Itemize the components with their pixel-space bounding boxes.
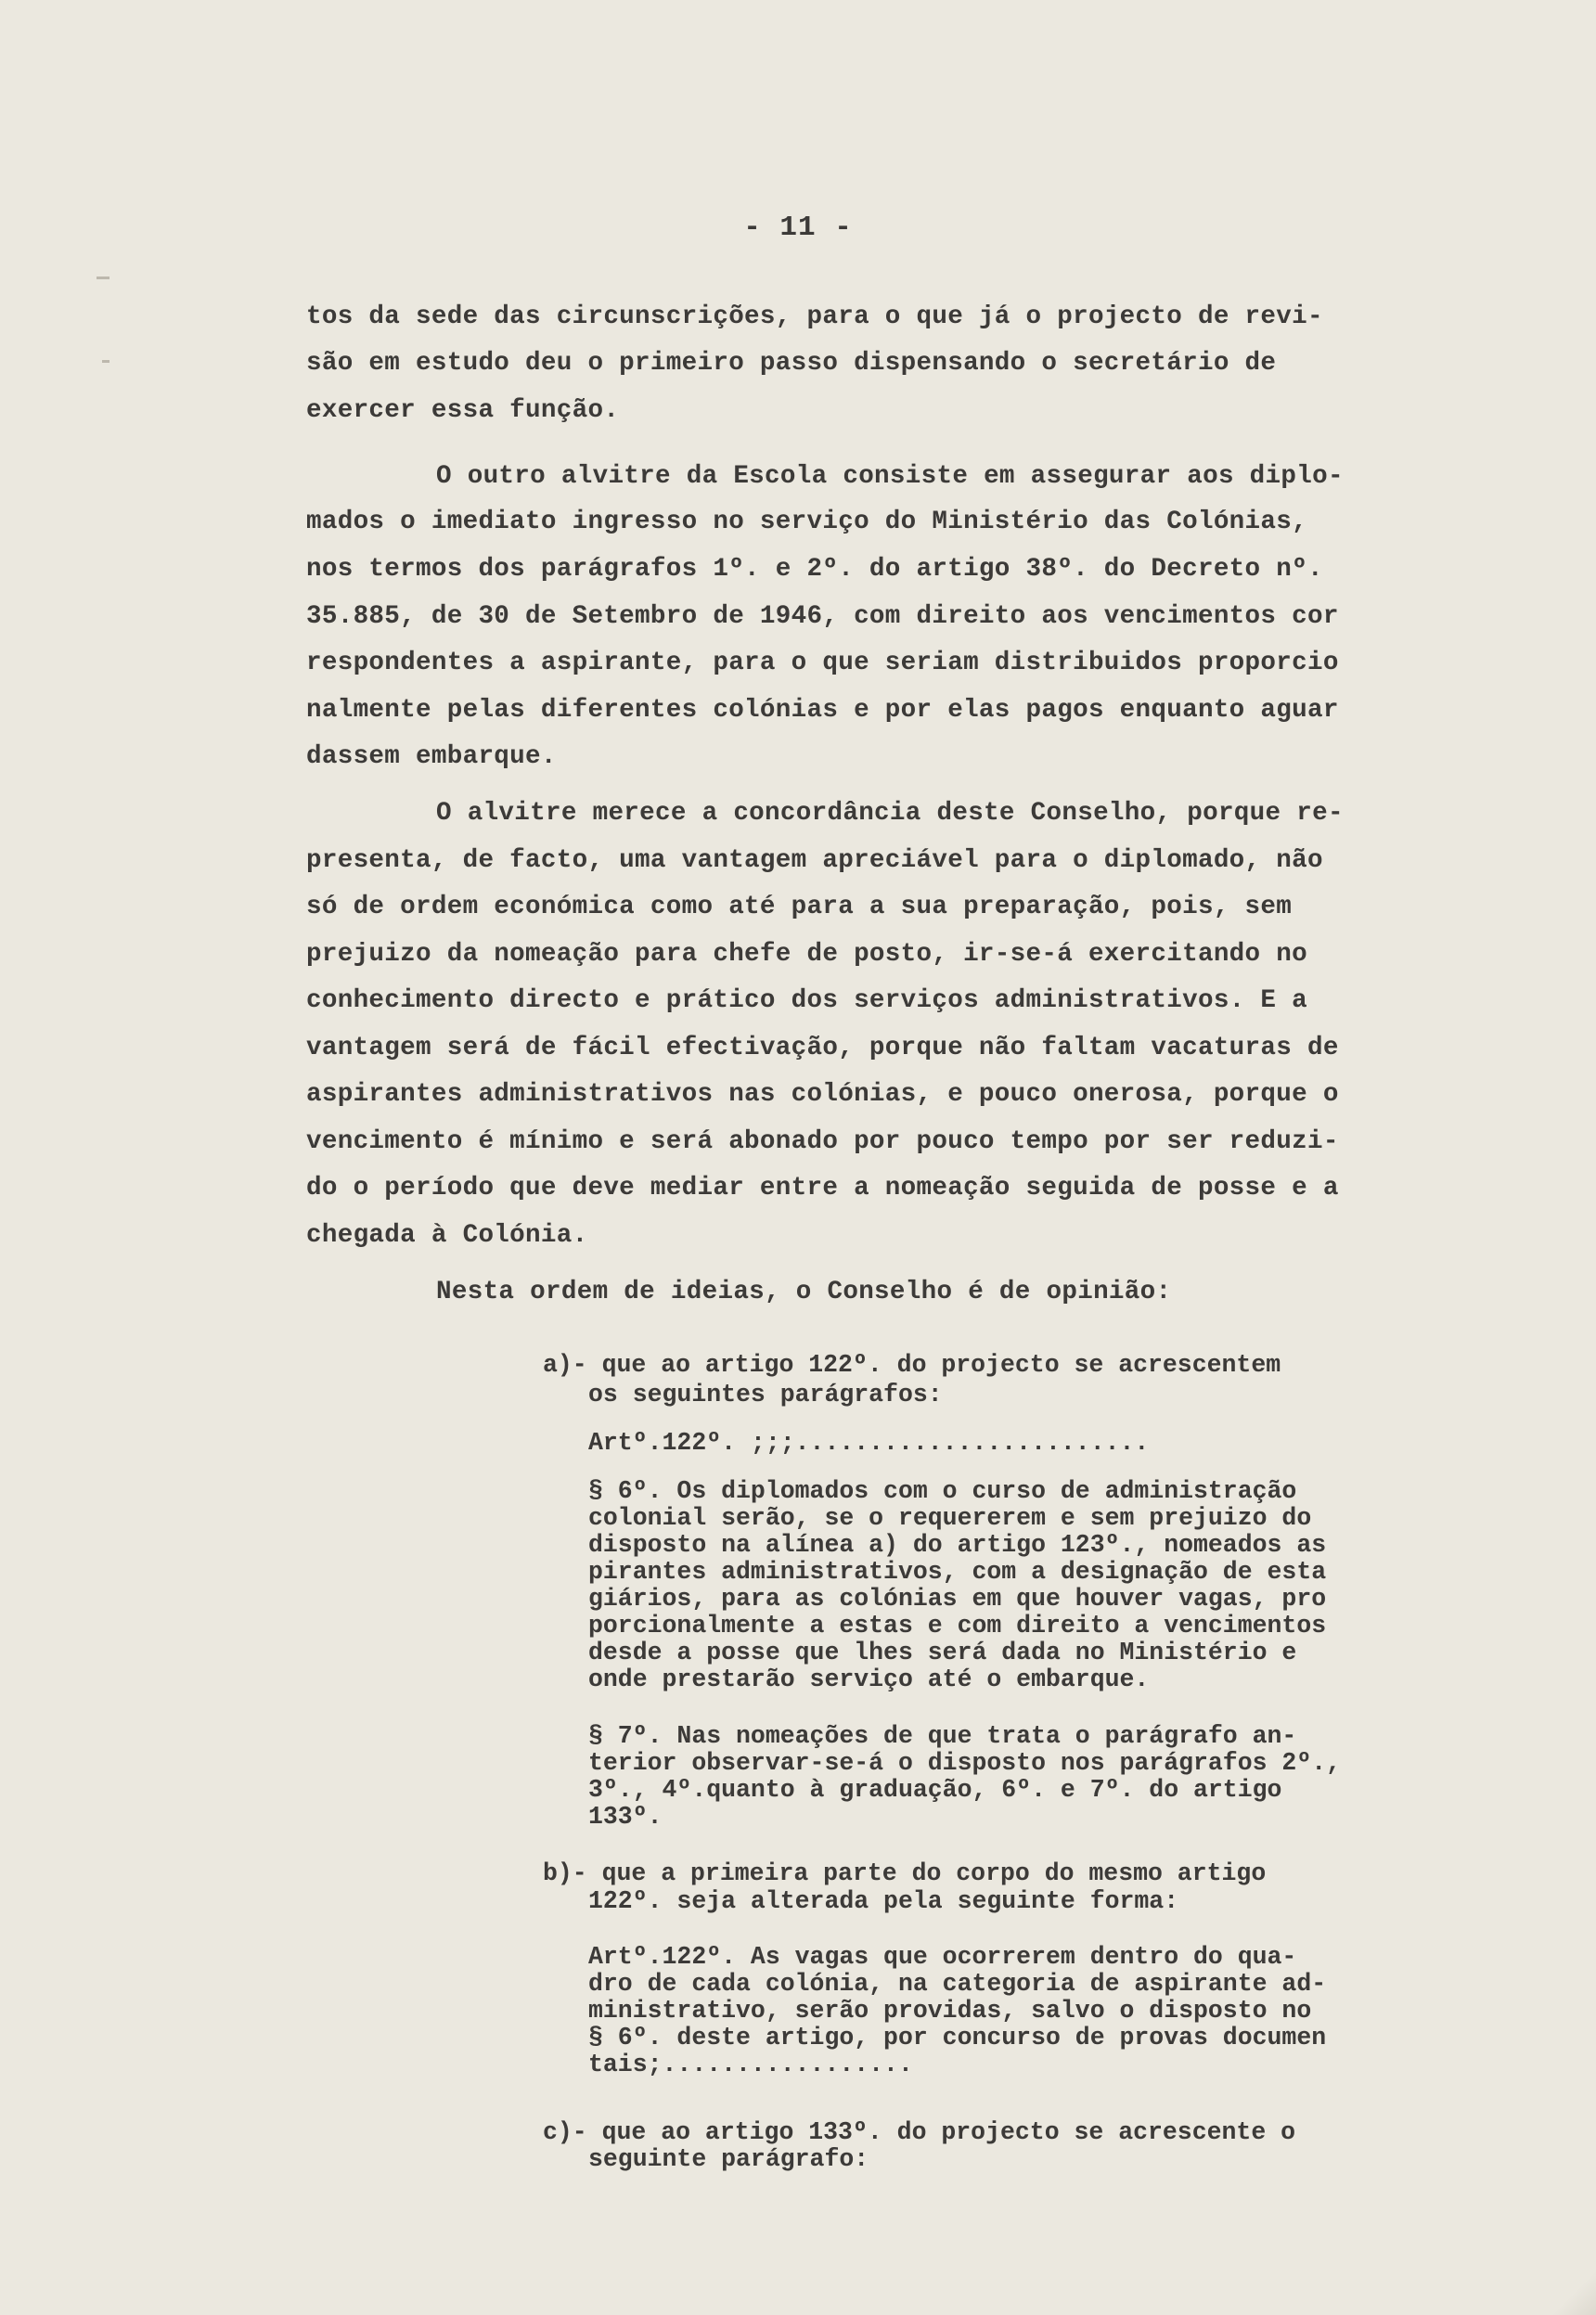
text-line: § 6º. Os diplomados com o curso de administração (588, 1477, 1297, 1505)
text-line: onde prestarão serviço até o embarque. (588, 1666, 1150, 1693)
text-line: prejuizo da nomeação para chefe de posto, ir-se-á exercitando no (306, 940, 1307, 969)
text-line: chegada à Colónia. (306, 1221, 588, 1250)
text-line: O alvitre merece a concordância deste Conselho, porque re- (436, 799, 1344, 828)
text-line: ministrativo, serão providas, salvo o disposto no (588, 1997, 1312, 2025)
text-line: exercer essa função. (306, 396, 620, 425)
text-line: § 7º. Nas nomeações de que trata o parágrafo an- (588, 1722, 1297, 1750)
text-line: O outro alvitre da Escola consiste em assegurar aos diplo- (436, 462, 1344, 491)
text-line: vantagem será de fácil efectivação, porque não faltam vacaturas de (306, 1034, 1339, 1062)
text-line: nalmente pelas diferentes colónias e por elas pagos enquanto aguar (306, 696, 1339, 725)
text-line: nos termos dos parágrafos 1º. e 2º. do artigo 38º. do Decreto nº. (306, 555, 1323, 584)
margin-mark (97, 277, 109, 279)
margin-mark (102, 360, 109, 363)
text-line: 35.885, de 30 de Setembro de 1946, com direito aos vencimentos cor (306, 602, 1339, 631)
text-line: terior observar-se-á o disposto nos parágrafos 2º., (588, 1749, 1342, 1777)
text-line: § 6º. deste artigo, por concurso de provas documen (588, 2024, 1327, 2051)
text-line: desde a posse que lhes será dada no Ministério e (588, 1639, 1297, 1666)
text-line: colonial serão, se o requererem e sem prejuizo do (588, 1504, 1312, 1532)
text-line: porcionalmente a estas e com direito a vencimentos (588, 1612, 1327, 1640)
text-line: do o período que deve mediar entre a nomeação seguida de posse e a (306, 1174, 1339, 1203)
text-line: 122º. seja alterada pela seguinte forma: (588, 1887, 1179, 1915)
text-line: respondentes a aspirante, para o que seriam distribuidos proporcio (306, 649, 1339, 677)
text-line: Artº.122º. ;;;........................ (588, 1429, 1150, 1457)
text-line: seguinte parágrafo: (588, 2145, 869, 2173)
text-line: dro de cada colónia, na categoria de aspirante ad- (588, 1970, 1327, 1998)
text-line: são em estudo deu o primeiro passo dispensando o secretário de (306, 349, 1277, 378)
list-item-b: b)- que a primeira parte do corpo do mesmo artigo (543, 1859, 1267, 1887)
text-line: disposto na alínea a) do artigo 123º., nomeados as (588, 1531, 1327, 1559)
text-line: Artº.122º. As vagas que ocorrerem dentro do qua- (588, 1943, 1297, 1971)
text-line: Nesta ordem de ideias, o Conselho é de opinião: (436, 1278, 1172, 1306)
text-line: vencimento é mínimo e será abonado por pouco tempo por ser reduzi- (306, 1127, 1339, 1156)
text-line: giários, para as colónias em que houver vagas, pro (588, 1585, 1327, 1613)
text-line: 133º. (588, 1803, 663, 1831)
text-line: dassem embarque. (306, 742, 557, 771)
list-item-a: a)- que ao artigo 122º. do projecto se acrescentem (543, 1351, 1281, 1379)
text-line: aspirantes administrativos nas colónias, e pouco onerosa, porque o (306, 1080, 1339, 1109)
text-line: presenta, de facto, uma vantagem apreciável para o diplomado, não (306, 846, 1323, 875)
text-line: tos da sede das circunscrições, para o que já o projecto de revi- (306, 302, 1323, 331)
text-line: tais;................. (588, 2051, 913, 2078)
paper-shade (1540, 2259, 1596, 2315)
list-item-c: c)- que ao artigo 133º. do projecto se acrescente o (543, 2118, 1296, 2146)
text-line: só de ordem económica como até para a sua preparação, pois, sem (306, 893, 1293, 921)
text-line: pirantes administrativos, com a designação de esta (588, 1558, 1327, 1586)
text-line: 3º., 4º.quanto à graduação, 6º. e 7º. do artigo (588, 1776, 1282, 1804)
text-line: os seguintes parágrafos: (588, 1381, 943, 1408)
text-line: conhecimento directo e prático dos serviços administrativos. E a (306, 986, 1307, 1015)
text-line: mados o imediato ingresso no serviço do Ministério das Colónias, (306, 508, 1307, 536)
page-number: - 11 - (743, 212, 853, 244)
